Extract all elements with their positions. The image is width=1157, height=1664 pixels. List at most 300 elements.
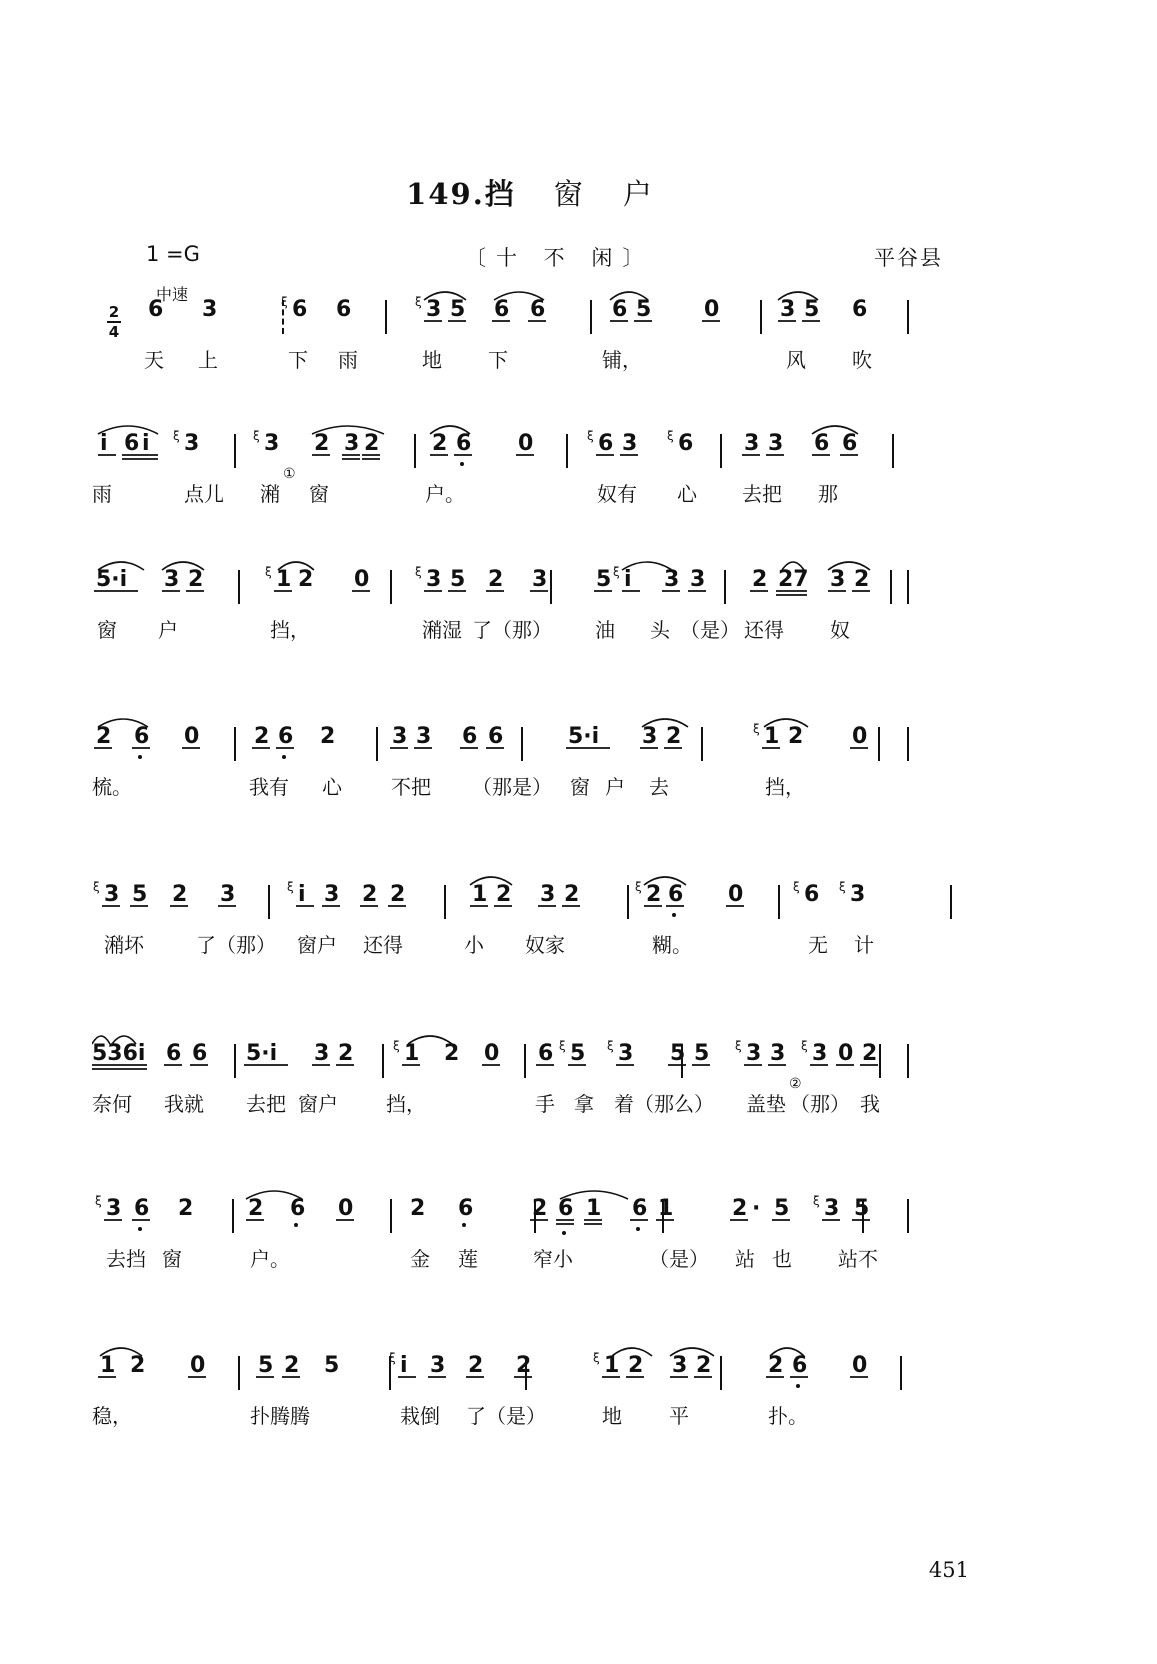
note: 2 [178, 1196, 194, 1221]
measure [246, 1196, 354, 1227]
barline [414, 434, 416, 468]
lyric-syllable: 心 [677, 482, 697, 506]
barline [385, 300, 387, 334]
note: 2 [628, 1353, 644, 1378]
lyric-syllable: 户 [605, 775, 625, 799]
lyric-syllable: 平 [669, 1404, 689, 1428]
barline [444, 885, 446, 919]
note: 2 [468, 1353, 484, 1378]
score-system [92, 1185, 978, 1297]
lyrics-line [92, 929, 978, 963]
barline [720, 1356, 722, 1390]
note: 5 [450, 567, 466, 592]
note: 0 [484, 1041, 500, 1066]
note: 2 [732, 1196, 748, 1221]
note: 6 [558, 1196, 574, 1221]
score-system [92, 1030, 978, 1142]
barline [760, 300, 762, 334]
grace-note: ξ [173, 429, 180, 443]
note: 5·i [246, 1041, 278, 1066]
note: 0 [354, 567, 370, 592]
measure [730, 1194, 870, 1221]
barline [900, 1356, 902, 1390]
measure [430, 431, 534, 466]
measure [287, 880, 406, 907]
note: 3 [770, 1041, 786, 1066]
note: 2 [364, 431, 380, 456]
note: 2 [248, 1196, 264, 1221]
measure [252, 724, 335, 759]
note: · [752, 1196, 761, 1221]
note: 5·i [96, 567, 128, 592]
grace-note: ξ [415, 565, 422, 579]
lyric-syllable: 无 [808, 933, 828, 957]
octave-dot [294, 1223, 298, 1227]
note: 0 [838, 1041, 854, 1066]
footnote-mark: ① [283, 466, 296, 482]
note: 6 [598, 431, 614, 456]
lyric-syllable: 计 [854, 933, 874, 957]
note: 0 [852, 1353, 868, 1378]
lyric-syllable: 窗户 [298, 1092, 338, 1116]
lyric-syllable: 也 [772, 1247, 792, 1271]
title-number: 149.挡 [406, 177, 516, 211]
barline [534, 1199, 536, 1233]
note: 1 [404, 1041, 420, 1066]
notation-svg [92, 713, 978, 769]
note: 6 [668, 882, 684, 907]
note: 3 [672, 1353, 688, 1378]
lyric-syllable: 油 [595, 618, 615, 642]
lyric-syllable: 点儿 [184, 482, 224, 506]
barline [681, 1044, 683, 1078]
note: 536i [92, 1041, 146, 1066]
note: 3 [532, 567, 548, 592]
note: 3 [830, 567, 846, 592]
grace-note: ξ [281, 295, 288, 309]
barline [521, 727, 523, 761]
lyric-syllable: 去 [649, 775, 669, 799]
note: 2 [444, 1041, 460, 1066]
lyric-syllable: 窗 [309, 482, 329, 506]
lyric-syllable: 雨 [338, 348, 358, 372]
lyric-syllable: 稳， [92, 1404, 132, 1428]
notation-svg [92, 286, 978, 342]
grace-note: ξ [813, 1194, 820, 1208]
note: 2 [862, 1041, 878, 1066]
measure [470, 882, 580, 907]
note: 0 [728, 882, 744, 907]
note: 6 [456, 431, 472, 456]
grace-note: ξ [265, 565, 272, 579]
lyric-syllable: 那 [818, 482, 838, 506]
grace-note: ξ [839, 880, 846, 894]
note: 5 [636, 297, 652, 322]
grace-note: ξ [635, 880, 642, 894]
note: 3 [314, 1041, 330, 1066]
measure [530, 1196, 674, 1235]
note: 6 [192, 1041, 208, 1066]
barline [720, 434, 722, 468]
octave-dot [138, 755, 142, 759]
note: 5 [570, 1041, 586, 1066]
lyric-syllable: 去把 [246, 1092, 286, 1116]
note: 5 [596, 567, 612, 592]
barline [232, 1199, 234, 1233]
note: 6 [166, 1041, 182, 1066]
measure [566, 724, 682, 749]
score-system [92, 1342, 978, 1454]
lyric-syllable: 去挡 [106, 1247, 146, 1271]
note: i [400, 1353, 408, 1378]
octave-dot [282, 755, 286, 759]
note: 2 [172, 882, 188, 907]
key-signature: 1 =G [146, 242, 200, 266]
lyric-syllable: 还得 [363, 933, 403, 957]
note: 2 [362, 882, 378, 907]
note: 3 [104, 882, 120, 907]
score-system [92, 420, 978, 532]
note: 2 [516, 1353, 532, 1378]
measure [98, 1353, 206, 1378]
lyric-syllable: 挡， [270, 618, 310, 642]
lyric-syllable: 着（那么） [614, 1092, 714, 1116]
lyric-syllable: 奈何 [92, 1092, 132, 1116]
notation-line [92, 556, 978, 612]
measure [415, 295, 546, 322]
barline [376, 727, 378, 761]
octave-dot [138, 1227, 142, 1231]
lyrics-line [92, 344, 978, 378]
title-char-2: 户 [622, 177, 654, 211]
octave-dot [796, 1384, 800, 1388]
barline [525, 1356, 527, 1390]
tune-name: 〔十 不 闲〕 [465, 246, 654, 270]
lyric-syllable: 户 [158, 618, 178, 642]
lyric-syllable: 户。 [250, 1247, 290, 1271]
measure [594, 565, 706, 592]
note: 2 [854, 567, 870, 592]
note: 3 [812, 1041, 828, 1066]
barline [268, 885, 270, 919]
lyrics-line [92, 1400, 978, 1434]
lyric-syllable: 我有 [249, 775, 289, 799]
note: 6 [336, 297, 352, 322]
lyric-syllable: 窗 [162, 1247, 182, 1271]
barline [282, 300, 284, 334]
measure [265, 565, 370, 592]
notation-svg [92, 420, 978, 476]
lyric-syllable: 窗 [570, 775, 590, 799]
page-number: 451 [928, 1558, 969, 1582]
note: 3 [264, 431, 280, 456]
note: i [298, 882, 306, 907]
octave-dot [636, 1227, 640, 1231]
note: 6 [290, 1196, 306, 1221]
notation-line [92, 1030, 978, 1086]
lyric-syllable: 潲 [260, 482, 280, 506]
barline [907, 1044, 909, 1078]
notation-svg [92, 871, 978, 927]
lyric-syllable: （是） [649, 1247, 709, 1271]
notation-line [92, 713, 978, 769]
footnote-mark: ② [789, 1076, 802, 1092]
note: 2 [666, 724, 682, 749]
barline [524, 1044, 526, 1078]
barline [907, 300, 909, 334]
lyric-syllable: 吹 [852, 348, 872, 372]
lyric-syllable: （那是） [472, 775, 552, 799]
note: 6 [462, 724, 478, 749]
lyrics-line [92, 614, 978, 648]
lyric-syllable: 手 [535, 1092, 555, 1116]
notation-svg [92, 1342, 978, 1398]
grace-note: ξ [287, 880, 294, 894]
time-signature-top: 2 [108, 303, 120, 321]
measure [587, 429, 693, 456]
note: 2 [320, 724, 336, 749]
grace-note: ξ [253, 429, 260, 443]
lyrics-line [92, 1243, 978, 1277]
note: 3 [220, 882, 236, 907]
measure [148, 297, 217, 322]
note: 1 [276, 567, 292, 592]
octave-dot [462, 1223, 466, 1227]
note: 6 [148, 297, 164, 322]
lyric-syllable: 我就 [164, 1092, 204, 1116]
title-char-1: 窗 [553, 177, 585, 211]
note: 6 [292, 297, 308, 322]
barline [234, 1044, 236, 1078]
note: 2 [532, 1196, 548, 1221]
measure [390, 724, 504, 749]
measure [94, 567, 204, 592]
grace-note: ξ [793, 880, 800, 894]
lyric-syllable: 下 [488, 348, 508, 372]
barline [724, 570, 726, 604]
lyric-syllable: 梳。 [92, 775, 132, 799]
note: 3 [416, 724, 432, 749]
grace-note: ξ [415, 295, 422, 309]
note: 2 [284, 1353, 300, 1378]
lyric-syllable: 挡， [765, 775, 805, 799]
grace-note: ξ [393, 1039, 400, 1053]
lyric-syllable: 了（那） [472, 618, 552, 642]
note: 3 [642, 724, 658, 749]
barline [701, 727, 703, 761]
measure [635, 880, 744, 917]
lyric-syllable: （是） [680, 618, 740, 642]
note: 6 [632, 1196, 648, 1221]
score-system [92, 556, 978, 668]
lyric-syllable: 奴有 [597, 482, 637, 506]
measure [92, 1041, 208, 1069]
lyric-syllable: 盖垫 [746, 1092, 786, 1116]
note: 5 [774, 1196, 790, 1221]
note: 3 [184, 431, 200, 456]
note: 0 [184, 724, 200, 749]
measure [750, 567, 870, 595]
lyric-syllable: 小 [464, 933, 484, 957]
lyric-syllable: 户。 [425, 482, 465, 506]
measure [244, 1041, 354, 1066]
note: 5 [450, 297, 466, 322]
note: 2 [130, 1353, 146, 1378]
grace-note: ξ [95, 1194, 102, 1208]
lyric-syllable: 奴 [830, 618, 850, 642]
note: 3 [618, 1041, 634, 1066]
note: 3 [430, 1353, 446, 1378]
note: 2 [410, 1196, 426, 1221]
measure [98, 429, 199, 459]
barline [907, 1199, 909, 1233]
grace-note: ξ [753, 722, 760, 736]
measure [389, 1351, 532, 1378]
lyric-syllable: （那） [790, 1092, 850, 1116]
note: 1 [586, 1196, 602, 1221]
barline [890, 570, 892, 604]
measure [610, 297, 720, 322]
grace-note: ξ [613, 565, 620, 579]
note: 2 [496, 882, 512, 907]
note: 5 [258, 1353, 274, 1378]
barline [234, 727, 236, 761]
barline [550, 570, 552, 604]
grace-note: ξ [93, 880, 100, 894]
barline [390, 1199, 392, 1233]
measure [94, 724, 200, 759]
note: 5 [670, 1041, 686, 1066]
note: 6 [124, 431, 140, 456]
barline [907, 727, 909, 761]
barline [390, 570, 392, 604]
measure [593, 1351, 712, 1378]
note: 1 [472, 882, 488, 907]
note: 0 [704, 297, 720, 322]
note: 2 [432, 431, 448, 456]
lyric-syllable: 天 [144, 348, 164, 372]
barline [892, 434, 894, 468]
note: 2 [646, 882, 662, 907]
score-system [92, 713, 978, 825]
measure [753, 722, 868, 749]
grace-note: ξ [593, 1351, 600, 1365]
grace-note: ξ [389, 1351, 396, 1365]
note: 3 [850, 882, 866, 907]
note: 5 [854, 1196, 870, 1221]
measure [410, 1196, 473, 1227]
barline [878, 727, 880, 761]
note: 0 [518, 431, 534, 456]
measure [793, 880, 865, 907]
note: 3 [622, 431, 638, 456]
lyric-syllable: 雨 [92, 482, 112, 506]
octave-dot [460, 462, 464, 466]
lyric-syllable: 站不 [838, 1247, 878, 1271]
notation-svg [92, 556, 978, 612]
lyric-syllable: 还得 [744, 618, 784, 642]
lyric-syllable: 窗户 [297, 933, 337, 957]
barline [238, 570, 240, 604]
octave-dot [672, 913, 676, 917]
note: 6 [804, 882, 820, 907]
note: 5 [694, 1041, 710, 1066]
note: 6 [494, 297, 510, 322]
lyric-syllable: 奴家 [525, 933, 565, 957]
note: 2 [752, 567, 768, 592]
barline [879, 1044, 881, 1078]
barline [907, 570, 909, 604]
notation-line [92, 1342, 978, 1398]
score-system [92, 286, 978, 398]
measure [93, 880, 236, 907]
grace-note: ξ [735, 1039, 742, 1053]
note: 2 [338, 1041, 354, 1066]
note: 3 [744, 431, 760, 456]
note: 6 [814, 431, 830, 456]
barline [238, 1356, 240, 1390]
barline [778, 885, 780, 919]
barline [862, 1199, 864, 1233]
lyric-syllable: 挡， [386, 1092, 426, 1116]
note: 3 [690, 567, 706, 592]
note: 1 [764, 724, 780, 749]
note: 2 [188, 567, 204, 592]
note: 2 [564, 882, 580, 907]
note: i [100, 431, 108, 456]
lyric-syllable: 地 [422, 348, 442, 372]
note: 3 [824, 1196, 840, 1221]
barline [389, 1356, 391, 1390]
lyric-syllable: 窗 [97, 618, 117, 642]
lyric-syllable: 了（是） [466, 1404, 546, 1428]
note: 6 [530, 297, 546, 322]
note: 3 [768, 431, 784, 456]
note: 6 [134, 1196, 150, 1221]
barline [627, 885, 629, 919]
note: 1 [658, 1196, 674, 1221]
note: 6 [538, 1041, 554, 1066]
note: 3 [540, 882, 556, 907]
note: 6 [458, 1196, 474, 1221]
note: 3 [426, 297, 442, 322]
region-label: 平谷县 [874, 246, 943, 270]
note: 3 [780, 297, 796, 322]
lyric-syllable: 铺， [602, 348, 642, 372]
note: 6 [792, 1353, 808, 1378]
lyric-syllable: 不把 [391, 775, 431, 799]
lyric-syllable: 扑腾腾 [250, 1404, 310, 1428]
note: 1 [100, 1353, 116, 1378]
note: 5·i [568, 724, 600, 749]
note: 6 [278, 724, 294, 749]
note: 3 [106, 1196, 122, 1221]
lyric-syllable: 糊。 [652, 933, 692, 957]
lyric-syllable: 栽倒 [400, 1404, 440, 1428]
measure [742, 431, 858, 456]
time-signature-bottom: 4 [108, 323, 120, 341]
lyrics-line [92, 1076, 978, 1122]
lyric-syllable: 金 [410, 1247, 430, 1271]
note: i [624, 567, 632, 592]
grace-note: ξ [607, 1039, 614, 1053]
barline [382, 1044, 384, 1078]
lyric-syllable: 潲湿 [422, 618, 462, 642]
lyric-syllable: 去把 [742, 482, 782, 506]
page-title [0, 172, 1060, 213]
score-system [92, 871, 978, 983]
note: 5 [804, 297, 820, 322]
